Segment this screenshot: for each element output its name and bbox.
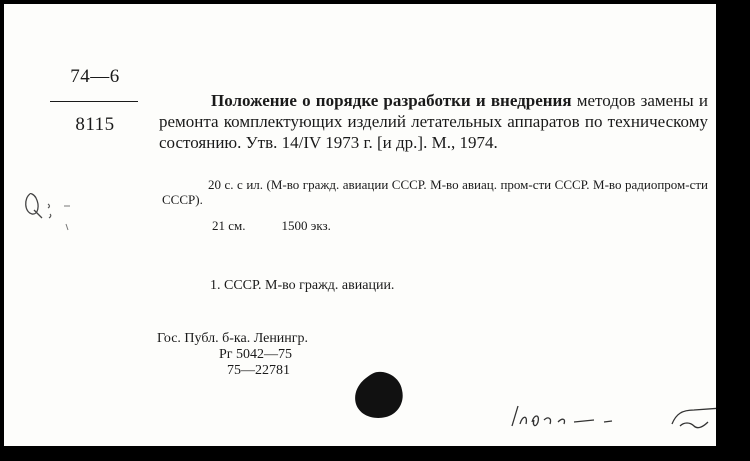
holder-line-3: 75—22781 [227, 363, 290, 378]
call-number-top: 74—6 [70, 66, 120, 87]
ink-blot [352, 370, 406, 420]
copies-value: 1500 экз. [281, 218, 331, 233]
entry-title-continuation: методов замены и ремонта комплектующих изделий летательных аппаратов по техническому состоянию. Утв. 14/IV 1973 г. [и др.]. М., 1974. [159, 91, 708, 152]
size-value: 21 см. [212, 218, 246, 233]
call-number-divider [50, 101, 138, 102]
catalog-card [4, 4, 716, 446]
handwritten-signature [504, 396, 716, 436]
holding-library [157, 331, 308, 379]
entry-title: Положение о порядке разработки и внедрения [211, 91, 572, 110]
subject-heading: 1. СССР. М-во гражд. авиации. [210, 278, 395, 293]
size-line [212, 218, 512, 233]
holder-line-2: Рг 5042—75 [219, 347, 293, 362]
bibliographic-entry [159, 90, 708, 153]
holder-line-1: Гос. Публ. б-ка. Ленингр. [157, 331, 309, 346]
call-number-bottom: 8115 [75, 114, 115, 135]
handwritten-mark-left [20, 184, 80, 244]
physical-description: 20 с. с ил. (М-во гражд. авиации СССР. М-во авиац. пром-сти СССР. М-во радиопром-сти СССР). [162, 177, 708, 207]
